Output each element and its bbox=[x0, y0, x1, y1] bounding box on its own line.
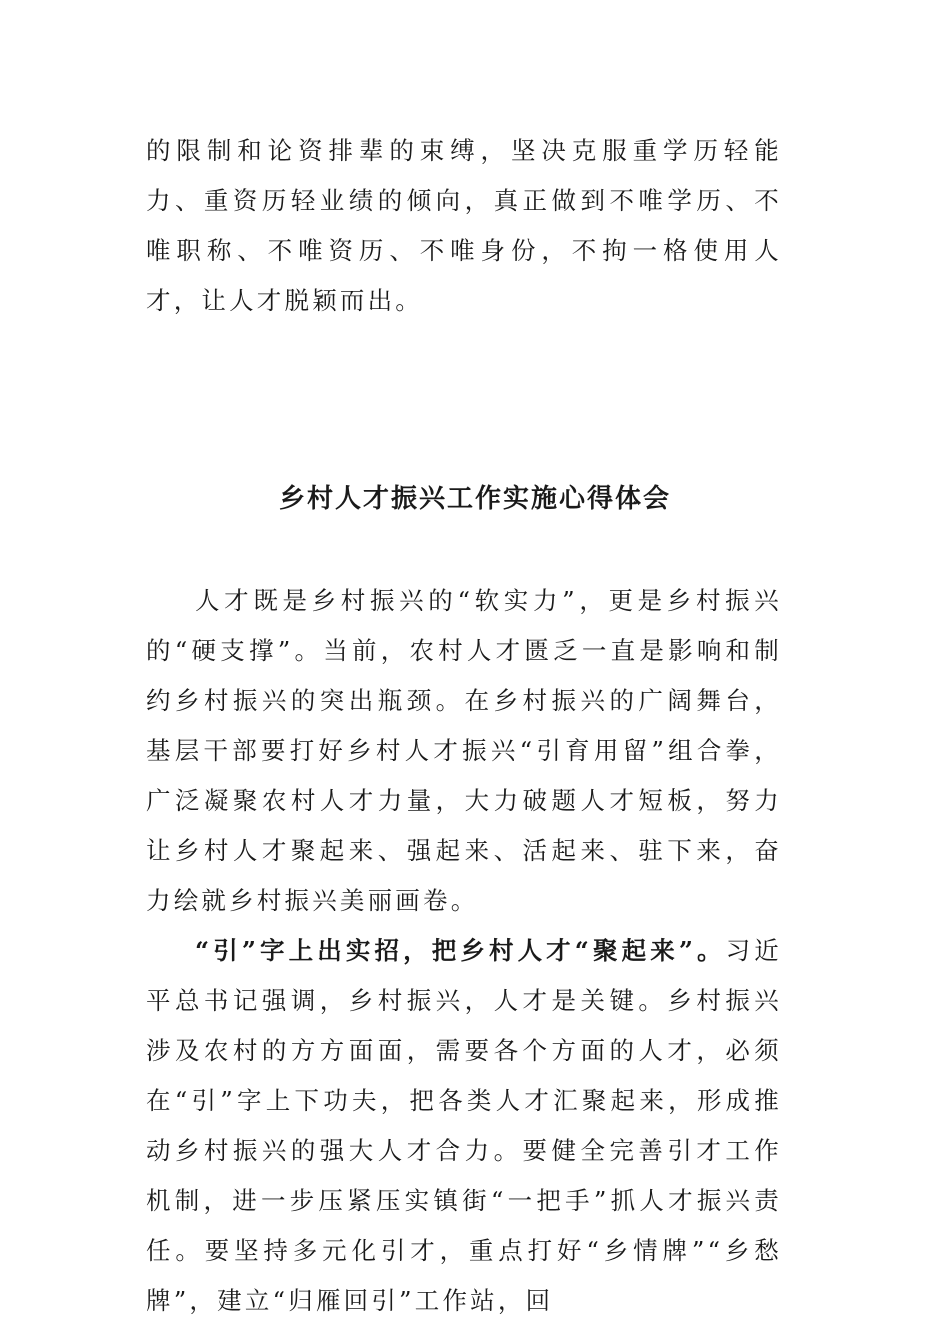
section-body: 习近平总书记强调，乡村振兴，人才是关键。乡村振兴涉及农村的方方面面，需要各个方面的人才，必须在“引”字上下功夫，把各类人才汇聚起来，形成推动乡村振兴的强大人才合力。要健全完善引才工作机制，进一步压紧压实镇街“一把手”抓人才振兴责任。要坚持多元化引才，重点打好“乡情牌”“乡愁牌”，建立“归雁回引”工作站，回 bbox=[146, 936, 782, 1315]
continued-paragraph bbox=[146, 126, 782, 326]
continued-paragraph-text: 的限制和论资排辈的束缚，坚决克服重学历轻能力、重资历轻业绩的倾向，真正做到不唯学历、不唯职称、不唯资历、不唯身份，不拘一格使用人才，让人才脱颖而出。 bbox=[146, 136, 782, 315]
article-title: 乡村人才振兴工作实施心得体会 bbox=[278, 484, 671, 514]
article-body bbox=[146, 576, 782, 1326]
section-paragraph bbox=[146, 926, 782, 1326]
intro-paragraph: 人才既是乡村振兴的“软实力”，更是乡村振兴的“硬支撑”。当前，农村人才匮乏一直是影响和制约乡村振兴的突出瓶颈。在乡村振兴的广阔舞台，基层干部要打好乡村人才振兴“引育用留”组合拳，广泛凝聚农村人才力量，大力破题人才短板，努力让乡村人才聚起来、强起来、活起来、驻下来，奋力绘就乡村振兴美丽画卷。 bbox=[146, 586, 782, 915]
section-heading: “引”字上出实招，把乡村人才“聚起来”。 bbox=[195, 936, 726, 965]
